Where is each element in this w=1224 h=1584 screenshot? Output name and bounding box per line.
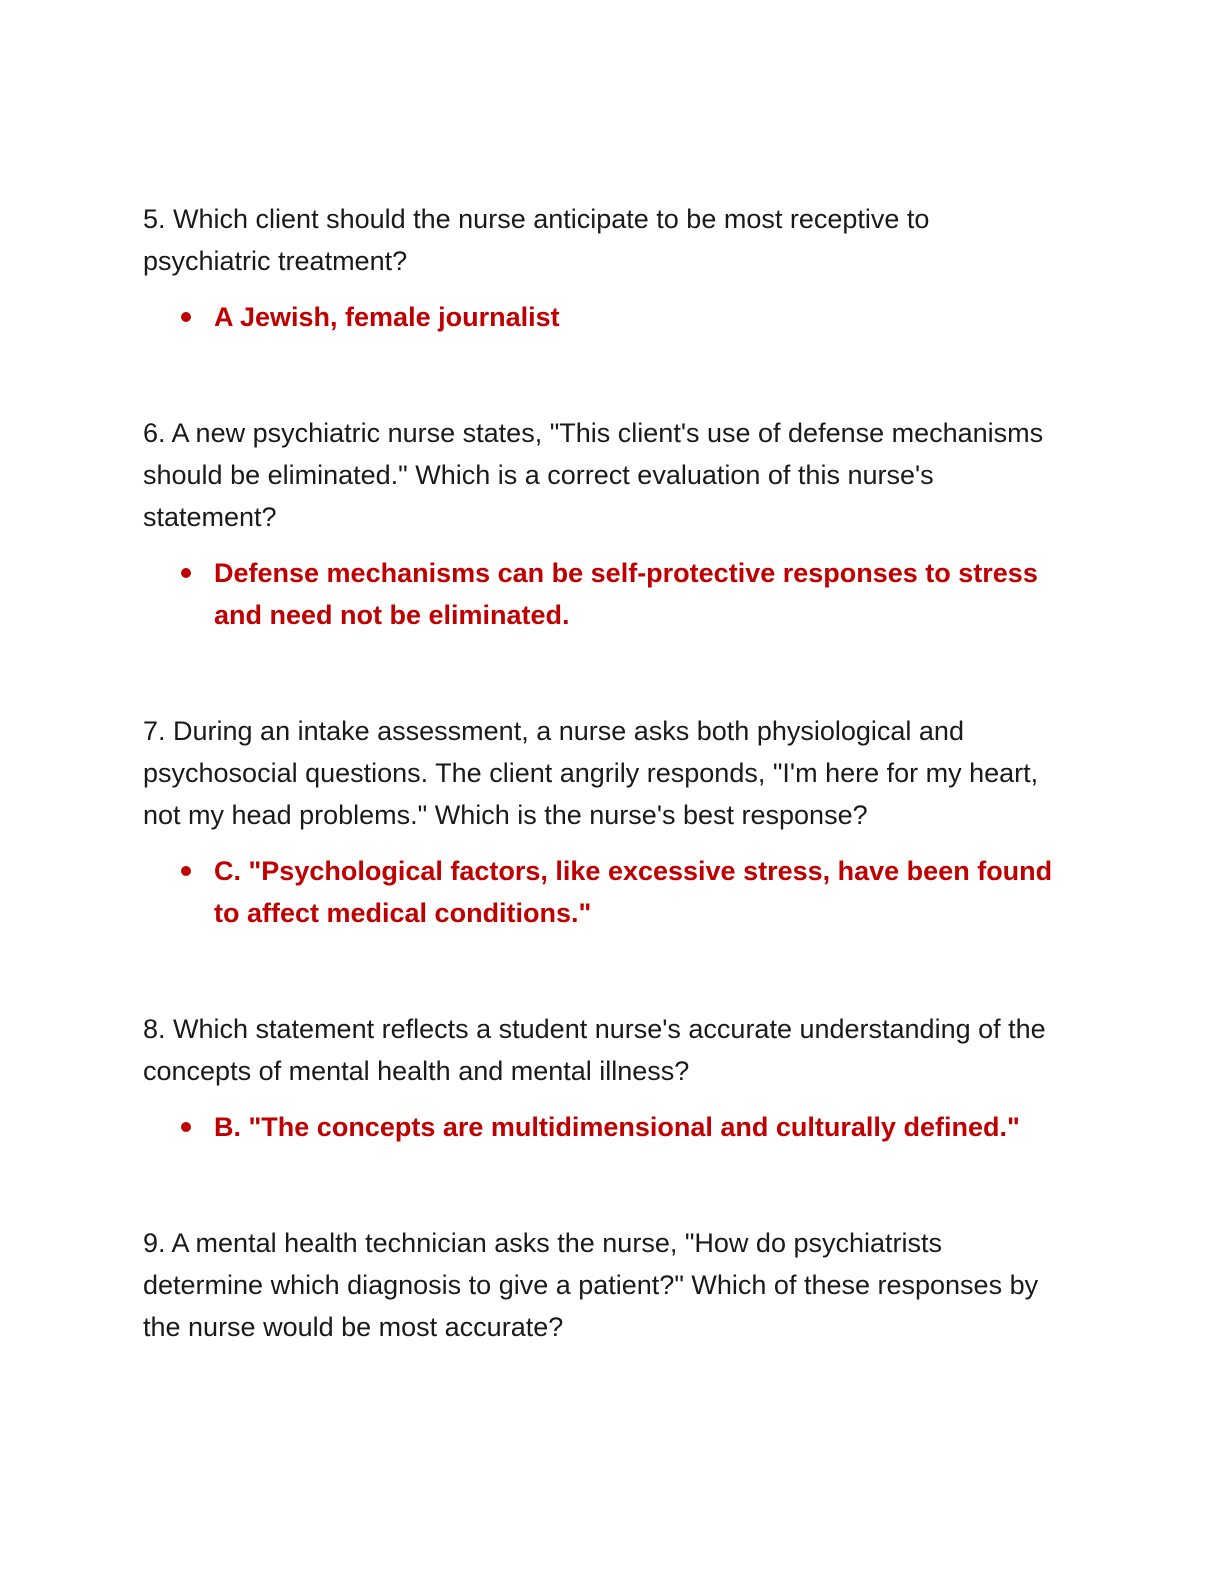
answer-item: [143, 296, 1063, 338]
question-block-8: [143, 1008, 1063, 1148]
question-block-7: [143, 710, 1063, 934]
question-block-5: [143, 198, 1063, 338]
question-text: 5. Which client should the nurse anticipate to be most receptive to psychiatric treatment?: [143, 204, 930, 276]
answer-text: B. "The concepts are multidimensional and culturally defined.": [214, 1112, 1020, 1142]
answer-list: [143, 552, 1063, 636]
answer-item: [143, 552, 1063, 636]
answer-item: [143, 850, 1063, 934]
question-list: [143, 198, 1063, 1348]
question-text: 6. A new psychiatric nurse states, "This client's use of defense mechanisms should be eliminated." Which is a correct evaluation of this nurse's statement?: [143, 418, 1044, 532]
bullet-icon: [181, 1122, 191, 1132]
answer-text: C. "Psychological factors, like excessive stress, have been found to affect medical conditions.": [214, 856, 1053, 928]
question-block-9: [143, 1222, 1063, 1348]
question-text: 7. During an intake assessment, a nurse asks both physiological and psychosocial questions. The client angrily responds, "I'm here for my heart, not my head problems." Which is the nurse's best response?: [143, 716, 1039, 830]
question-block-6: [143, 412, 1063, 636]
answer-item: [143, 1106, 1063, 1148]
question-text: 8. Which statement reflects a student nurse's accurate understanding of the concepts of mental health and mental illness?: [143, 1014, 1046, 1086]
bullet-icon: [181, 312, 191, 322]
answer-text: A Jewish, female journalist: [214, 302, 560, 332]
bullet-icon: [181, 568, 191, 578]
answer-list: [143, 296, 1063, 338]
answer-list: [143, 850, 1063, 934]
bullet-icon: [181, 866, 191, 876]
question-text: 9. A mental health technician asks the nurse, "How do psychiatrists determine which diagnosis to give a patient?" Which of these responses by the nurse would be most accurate?: [143, 1228, 1039, 1342]
answer-text: Defense mechanisms can be self-protective responses to stress and need not be eliminated.: [214, 558, 1038, 630]
answer-list: [143, 1106, 1063, 1148]
